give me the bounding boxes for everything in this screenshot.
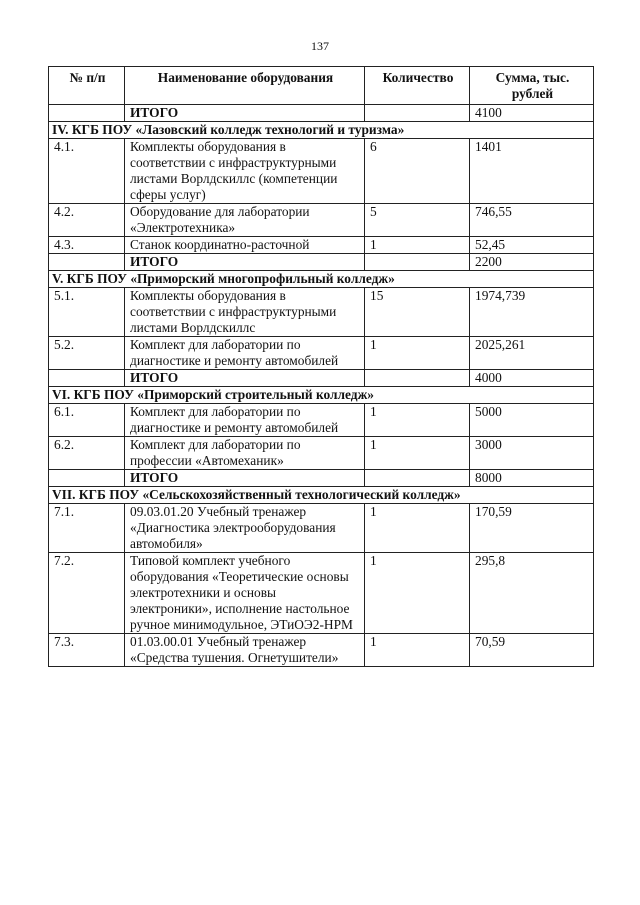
section-row xyxy=(49,487,594,504)
item-qty: 1 xyxy=(365,437,470,470)
table-row xyxy=(49,437,594,470)
section-title: VI. КГБ ПОУ «Приморский строительный колледж» xyxy=(49,387,594,404)
table-row xyxy=(49,504,594,553)
section-row xyxy=(49,271,594,288)
item-num: 7.2. xyxy=(49,553,125,634)
header-sum: Сумма, тыс. рублей xyxy=(470,67,594,105)
item-qty: 1 xyxy=(365,504,470,553)
item-sum: 1974,739 xyxy=(470,288,594,337)
total-label: ИТОГО xyxy=(125,470,365,487)
item-qty: 1 xyxy=(365,634,470,667)
item-qty: 1 xyxy=(365,337,470,370)
total-label: ИТОГО xyxy=(125,370,365,387)
section-row xyxy=(49,122,594,139)
item-num: 4.1. xyxy=(49,139,125,204)
item-num: 6.1. xyxy=(49,404,125,437)
item-name: Комплект для лаборатории по диагностике и ремонту автомобилей xyxy=(125,404,365,437)
total-row xyxy=(49,370,594,387)
item-sum: 295,8 xyxy=(470,553,594,634)
section-row xyxy=(49,387,594,404)
item-name: Типовой комплект учебного оборудования «Теоретические основы электротехники и основы электроники», исполнение настольное ручное минимодульное, ЭТиОЭ2-НРМ xyxy=(125,553,365,634)
total-qty-cell xyxy=(365,370,470,387)
total-sum: 2200 xyxy=(470,254,594,271)
item-name: Комплект для лаборатории по диагностике и ремонту автомобилей xyxy=(125,337,365,370)
item-sum: 2025,261 xyxy=(470,337,594,370)
table-row xyxy=(49,237,594,254)
total-num-cell xyxy=(49,370,125,387)
item-name: Оборудование для лаборатории «Электротехника» xyxy=(125,204,365,237)
item-sum: 3000 xyxy=(470,437,594,470)
total-qty-cell xyxy=(365,254,470,271)
total-row xyxy=(49,105,594,122)
item-sum: 5000 xyxy=(470,404,594,437)
total-qty-cell xyxy=(365,105,470,122)
total-sum: 4000 xyxy=(470,370,594,387)
item-num: 5.2. xyxy=(49,337,125,370)
total-num-cell xyxy=(49,105,125,122)
header-qty: Количество xyxy=(365,67,470,105)
item-name: 01.03.00.01 Учебный тренажер «Средства тушения. Огнетушители» xyxy=(125,634,365,667)
item-qty: 5 xyxy=(365,204,470,237)
table-row xyxy=(49,404,594,437)
total-row xyxy=(49,470,594,487)
total-sum: 8000 xyxy=(470,470,594,487)
header-name: Наименование оборудования xyxy=(125,67,365,105)
total-label: ИТОГО xyxy=(125,105,365,122)
table-row xyxy=(49,139,594,204)
item-num: 6.2. xyxy=(49,437,125,470)
table-row xyxy=(49,634,594,667)
item-sum: 170,59 xyxy=(470,504,594,553)
item-sum: 52,45 xyxy=(470,237,594,254)
total-sum: 4100 xyxy=(470,105,594,122)
item-qty: 15 xyxy=(365,288,470,337)
header-num: № п/п xyxy=(49,67,125,105)
item-sum: 70,59 xyxy=(470,634,594,667)
total-num-cell xyxy=(49,254,125,271)
item-qty: 1 xyxy=(365,553,470,634)
item-qty: 1 xyxy=(365,237,470,254)
equipment-table xyxy=(48,66,594,667)
item-name: Комплекты оборудования в соответствии с инфраструктурными листами Ворлдскиллс (компетенции сферы услуг) xyxy=(125,139,365,204)
total-qty-cell xyxy=(365,470,470,487)
item-qty: 1 xyxy=(365,404,470,437)
total-row xyxy=(49,254,594,271)
item-sum: 1401 xyxy=(470,139,594,204)
item-num: 7.3. xyxy=(49,634,125,667)
item-num: 5.1. xyxy=(49,288,125,337)
section-title: IV. КГБ ПОУ «Лазовский колледж технологий и туризма» xyxy=(49,122,594,139)
table-row xyxy=(49,337,594,370)
table-row xyxy=(49,553,594,634)
item-name: Станок координатно-расточной xyxy=(125,237,365,254)
table-body xyxy=(49,105,594,667)
item-name: Комплект для лаборатории по профессии «Автомеханик» xyxy=(125,437,365,470)
item-num: 7.1. xyxy=(49,504,125,553)
section-title: V. КГБ ПОУ «Приморский многопрофильный колледж» xyxy=(49,271,594,288)
total-num-cell xyxy=(49,470,125,487)
section-title: VII. КГБ ПОУ «Сельскохозяйственный технологический колледж» xyxy=(49,487,594,504)
total-label: ИТОГО xyxy=(125,254,365,271)
item-name: Комплекты оборудования в соответствии с инфраструктурными листами Ворлдскиллс xyxy=(125,288,365,337)
page-number: 137 xyxy=(311,39,329,53)
item-sum: 746,55 xyxy=(470,204,594,237)
table-row xyxy=(49,204,594,237)
item-num: 4.2. xyxy=(49,204,125,237)
table-header-row xyxy=(49,67,594,105)
item-name: 09.03.01.20 Учебный тренажер «Диагностика электрооборудования автомобиля» xyxy=(125,504,365,553)
table-row xyxy=(49,288,594,337)
item-num: 4.3. xyxy=(49,237,125,254)
item-qty: 6 xyxy=(365,139,470,204)
